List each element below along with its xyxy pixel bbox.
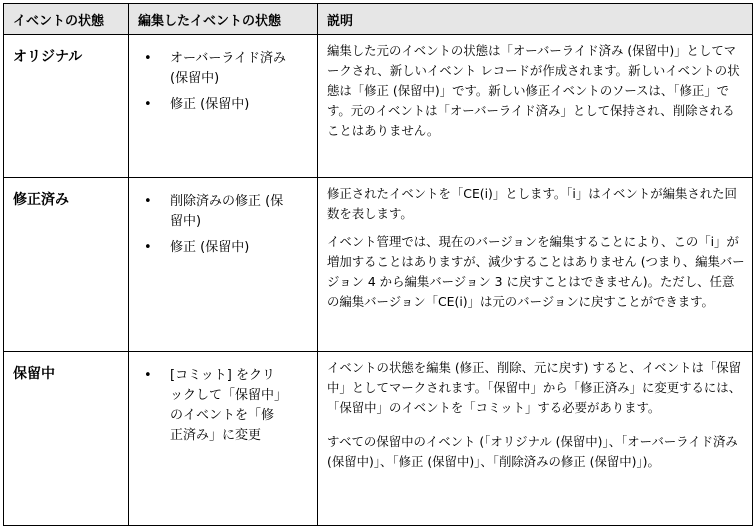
edited-state-cell [129,35,318,178]
list-item: • オーバーライド済み (保留中) [129,49,300,89]
state-cell: オリジナル [4,35,129,178]
description-paragraph: すべての保留中のイベント (「オリジナル (保留中)」、「オーバーライド済み (保留中)」、「修正 (保留中)」、「削除済みの修正 (保留中)」)。 [327,434,738,469]
edited-state-list [129,192,317,258]
description-paragraph: 編集した元のイベントの状態は「オーバーライド済み (保留中)」としてマークされ、新しいイベント レコードが作成されます。新しいイベントの状態は「修正 (保留中)」です。新しい修正イベントのソースは、「修正」です。元のイベントは「オーバーライド済み」として保持され、削除されることはありません。 [327,43,740,138]
list-item: • 修正 (保留中) [129,95,317,115]
list-item: • 修正 (保留中) [129,238,317,258]
header-row [4,4,753,35]
edited-state-list [129,49,317,115]
state-cell: 保留中 [4,352,129,526]
edited-state-cell [129,178,318,352]
header-description: 説明 [318,4,753,35]
description-paragraph: イベントの状態を編集 (修正、削除、元に戻す) すると、イベントは「保留中」としてマークされます。「保留中」から「修正済み」に変更するには、「保留中」のイベントを「コミット」する必要があります。 [327,360,742,415]
description-paragraph: 修正されたイベントを「CE(i)」とします。「i」はイベントが編集された回数を表します。 [327,186,737,221]
description-cell [318,35,753,178]
header-event-state: イベントの状態 [4,4,129,35]
list-item: • 削除済みの修正 (保留中) [129,192,290,232]
edited-state-list [129,366,317,446]
table-row-modified [4,178,753,352]
description-cell [318,178,753,352]
description-cell [318,352,753,526]
header-edited-event-state: 編集したイベントの状態 [129,4,318,35]
state-cell: 修正済み [4,178,129,352]
description-paragraph: イベント管理では、現在のバージョンを編集することにより、この「i」が増加することはありますが、減少することはありません (つまり、編集バージョン 4 から編集バージョン 3 に戻すことはできません)。ただし、任意の編集バージョン「CE(i)」は元のバージョンに戻すことができます。 [327,234,745,309]
event-state-table [3,3,753,526]
table-row-pending [4,352,753,526]
list-item: • [コミット] をクリックして「保留中」のイベントを「修正済み」に変更 [129,366,282,446]
table-row-original [4,35,753,178]
edited-state-cell [129,352,318,526]
